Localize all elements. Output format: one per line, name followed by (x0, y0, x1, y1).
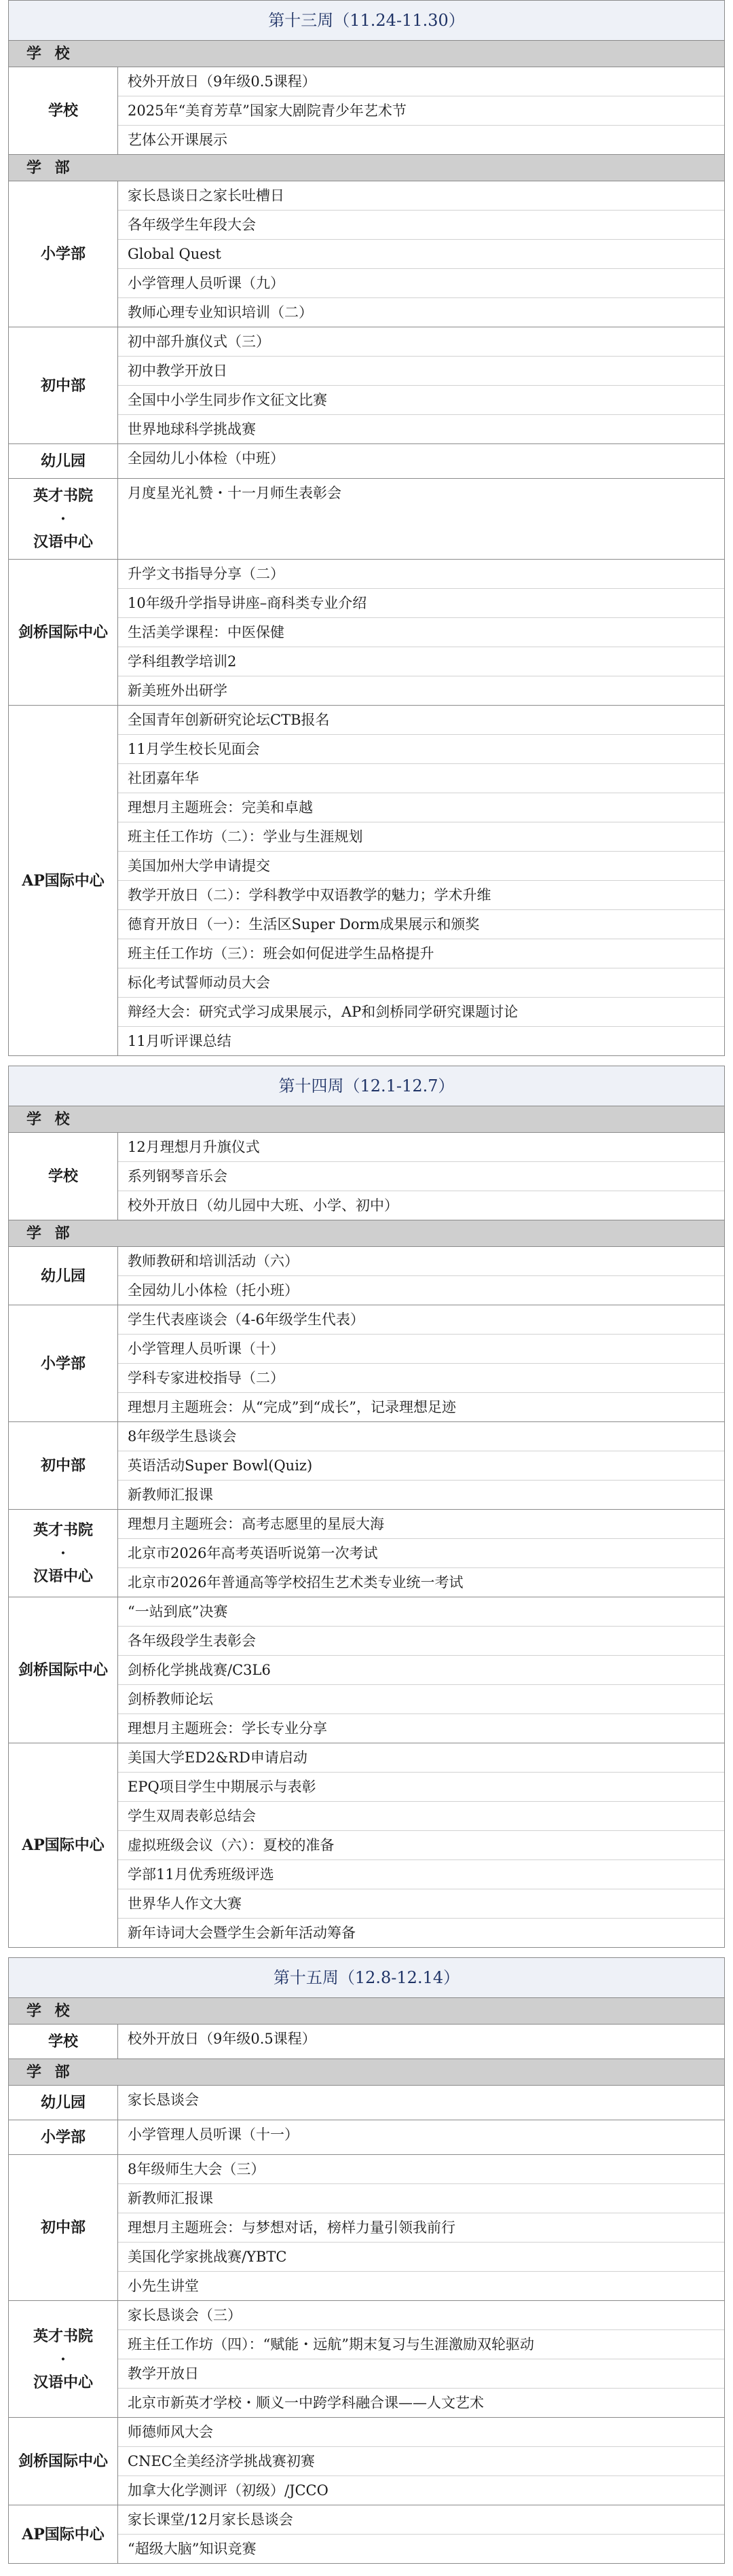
event-item: 教学开放日（二）：学科教学中双语教学的魅力；学术升维 (118, 881, 724, 910)
category-row (9, 479, 724, 560)
week-title: 第十三周（11.24-11.30） (9, 1, 724, 41)
category-row (9, 1305, 724, 1422)
event-item: 理想月主题班会：与梦想对话，榜样力量引领我前行 (118, 2213, 724, 2243)
event-item: 理想月主题班会：从“完成”到“成长”，记录理想足迹 (128, 1399, 456, 1415)
event-item: 各年级学生年段大会 (118, 211, 724, 240)
event-list (118, 2505, 724, 2563)
category-label-line: 初中部 (40, 1457, 86, 1474)
event-item: 家长恳谈会（三） (118, 2301, 724, 2330)
category-label (9, 2505, 118, 2563)
event-item: 2025年“美育芳草”国家大剧院青少年艺术节 (118, 96, 724, 126)
event-item: 北京市2026年普通高等学校招生艺术类专业统一考试 (128, 1574, 464, 1591)
category-label (9, 560, 118, 705)
category-label-line: 剑桥国际中心 (18, 623, 108, 641)
event-item: 新教师汇报课 (118, 2184, 724, 2213)
event-item: 加拿大化学测评（初级）/JCCO (128, 2482, 328, 2499)
week-title: 第十五周（12.8-12.14） (9, 1958, 724, 1998)
category-label-line: 学校 (48, 102, 78, 120)
week-title: 第十四周（12.1-12.7） (9, 1066, 724, 1106)
event-item: 北京市新英才学校・顺义一中跨学科融合课——人文艺术 (128, 2395, 484, 2411)
category-label-line: 小学部 (40, 2128, 86, 2146)
category-label (9, 1133, 118, 1220)
week-table (8, 1066, 725, 1948)
event-item: 社团嘉年华 (118, 764, 724, 793)
section-heading: 学 部 (9, 2059, 724, 2086)
event-item: 家长恳谈会 (128, 2092, 199, 2108)
event-list (118, 2086, 724, 2120)
event-item: 虚拟班级会议（六）：夏校的准备 (118, 1831, 724, 1860)
category-label (9, 479, 118, 559)
category-label (9, 706, 118, 1055)
event-item: 11月听评课总结 (128, 1033, 231, 1049)
category-label-line: 幼儿园 (40, 452, 86, 470)
category-label (9, 2025, 118, 2058)
event-item: “超级大脑”知识竞赛 (128, 2541, 257, 2557)
category-row (9, 444, 724, 479)
category-row (9, 1133, 724, 1220)
event-item: 剑桥化学挑战赛/C3L6 (118, 1656, 724, 1685)
event-item: 10年级升学指导讲座–商科类专业介绍 (118, 589, 724, 618)
category-label (9, 444, 118, 478)
event-item: 校外开放日（幼儿园中大班、小学、初中） (128, 1197, 398, 1214)
category-row (9, 2505, 724, 2563)
event-item: 标化考试誓师动员大会 (118, 968, 724, 998)
event-item: 全国中小学生同步作文征文比赛 (118, 386, 724, 415)
event-item: 世界华人作文大赛 (118, 1889, 724, 1919)
category-label (9, 67, 118, 154)
event-item: 新教师汇报课 (128, 1487, 213, 1503)
event-item: 美国大学ED2&RD申请启动 (118, 1743, 724, 1773)
category-label-line: AP国际中心 (22, 2525, 105, 2543)
event-list (118, 181, 724, 327)
section-heading: 学 部 (9, 155, 724, 181)
category-row (9, 2025, 724, 2059)
event-item: 北京市2026年高考英语听说第一次考试 (118, 1539, 724, 1568)
category-row (9, 2301, 724, 2418)
category-label (9, 1305, 118, 1421)
event-item: Global Quest (118, 240, 724, 269)
section-heading: 学 校 (9, 1998, 724, 2025)
category-label (9, 1422, 118, 1509)
event-item: 生活美学课程：中医保健 (118, 618, 724, 647)
category-row (9, 706, 724, 1055)
event-item: 艺体公开课展示 (128, 132, 227, 148)
event-list (118, 706, 724, 1055)
event-item: 师德师风大会 (118, 2418, 724, 2447)
event-item: 学科专家进校指导（二） (118, 1364, 724, 1393)
category-label-line: 剑桥国际中心 (18, 2452, 108, 2470)
event-item: EPQ项目学生中期展示与表彰 (118, 1773, 724, 1802)
event-item: 班主任工作坊（四）：“赋能・远航”期末复习与生涯激励双轮驱动 (118, 2330, 724, 2359)
event-list (118, 479, 724, 559)
category-label-line: 汉语中心 (33, 533, 93, 551)
event-item: 美国化学家挑战赛/YBTC (118, 2243, 724, 2272)
event-item: 理想月主题班会：高考志愿里的星辰大海 (118, 1510, 724, 1539)
category-label-line: 初中部 (40, 2219, 86, 2236)
category-row (9, 2120, 724, 2155)
category-label-line: · (60, 510, 66, 528)
category-label (9, 1247, 118, 1305)
event-item: 全国青年创新研究论坛CTB报名 (118, 706, 724, 735)
event-item: 理想月主题班会：完美和卓越 (118, 793, 724, 822)
event-list (118, 2418, 724, 2505)
event-item: 11月学生校长见面会 (118, 735, 724, 764)
event-item: 理想月主题班会：学长专业分享 (128, 1720, 327, 1737)
event-item: 辩经大会：研究式学习成果展示，AP和剑桥同学研究课题讨论 (118, 998, 724, 1027)
event-item: 家长恳谈日之家长吐槽日 (118, 181, 724, 211)
category-row (9, 2155, 724, 2301)
event-list (118, 2120, 724, 2154)
section-heading: 学 校 (9, 41, 724, 67)
category-row (9, 2418, 724, 2505)
event-item: 学部11月优秀班级评选 (118, 1860, 724, 1889)
category-row (9, 327, 724, 444)
category-label (9, 327, 118, 443)
event-item: “一站到底”决赛 (118, 1597, 724, 1627)
category-label (9, 2155, 118, 2300)
event-item: 月度星光礼赞・十一月师生表彰会 (128, 485, 341, 501)
event-item: 初中部升旗仪式（三） (118, 327, 724, 357)
event-list (118, 560, 724, 705)
event-item: 升学文书指导分享（二） (118, 560, 724, 589)
event-item: 全园幼儿小体检（中班） (128, 450, 284, 467)
category-row (9, 1743, 724, 1947)
event-item: 初中教学开放日 (118, 357, 724, 386)
event-list (118, 1743, 724, 1947)
event-list (118, 1510, 724, 1597)
event-item: 12月理想月升旗仪式 (118, 1133, 724, 1162)
category-label-line: 汉语中心 (33, 2373, 93, 2391)
event-item: 班主任工作坊（三）：班会如何促进学生品格提升 (118, 939, 724, 968)
category-label-line: AP国际中心 (22, 871, 105, 890)
category-label-line: 汉语中心 (33, 1567, 93, 1585)
section-heading: 学 部 (9, 1220, 724, 1247)
category-label-line: AP国际中心 (22, 1836, 105, 1854)
event-item: 8年级师生大会（三） (118, 2155, 724, 2184)
category-row (9, 181, 724, 327)
event-item: 8年级学生恳谈会 (118, 1422, 724, 1451)
category-row (9, 67, 724, 155)
category-label-line: 小学部 (40, 245, 86, 263)
week-table (8, 0, 725, 1056)
event-list (118, 1305, 724, 1421)
event-item: 德育开放日（一）：生活区Super Dorm成果展示和颁奖 (118, 910, 724, 939)
event-item: 英语活动Super Bowl(Quiz) (118, 1451, 724, 1481)
event-item: 教学开放日 (118, 2359, 724, 2389)
category-label-line: · (60, 2350, 66, 2368)
event-item: 系列钢琴音乐会 (118, 1162, 724, 1191)
category-row (9, 1597, 724, 1743)
event-item: 学生双周表彰总结会 (118, 1802, 724, 1831)
category-row (9, 1510, 724, 1597)
category-label-line: · (60, 1544, 66, 1562)
event-list (118, 1422, 724, 1509)
category-label (9, 1743, 118, 1947)
event-item: CNEC全美经济学挑战赛初赛 (118, 2447, 724, 2476)
category-label (9, 181, 118, 327)
event-list (118, 67, 724, 154)
event-item: 校外开放日（9年级0.5课程） (118, 67, 724, 96)
event-list (118, 1133, 724, 1220)
category-label-line: 小学部 (40, 1354, 86, 1373)
event-item: 班主任工作坊（二）：学业与生涯规划 (118, 822, 724, 852)
event-list (118, 1247, 724, 1305)
category-label-line: 英才书院 (33, 2327, 93, 2345)
event-item: 小学管理人员听课（十） (118, 1335, 724, 1364)
event-list (118, 444, 724, 478)
category-row (9, 1247, 724, 1305)
event-list (118, 2301, 724, 2417)
event-list (118, 2025, 724, 2058)
category-label (9, 2120, 118, 2154)
event-item: 剑桥教师论坛 (118, 1685, 724, 1714)
event-item: 世界地球科学挑战赛 (128, 421, 256, 437)
event-item: 小学管理人员听课（十一） (128, 2126, 299, 2143)
event-item: 学科组教学培训2 (118, 647, 724, 676)
event-item: 小先生讲堂 (128, 2278, 199, 2294)
category-label-line: 幼儿园 (40, 2094, 86, 2111)
event-list (118, 2155, 724, 2300)
category-label (9, 2301, 118, 2417)
event-item: 美国加州大学申请提交 (118, 852, 724, 881)
category-label (9, 1597, 118, 1743)
event-item: 家长课堂/12月家长恳谈会 (118, 2505, 724, 2535)
category-label-line: 学校 (48, 2033, 78, 2050)
event-item: 各年级段学生表彰会 (118, 1627, 724, 1656)
category-label-line: 英才书院 (33, 1521, 93, 1539)
category-row (9, 560, 724, 706)
event-item: 新美班外出研学 (128, 683, 227, 699)
event-list (118, 327, 724, 443)
event-item: 教师教研和培训活动（六） (118, 1247, 724, 1276)
event-item: 教师心理专业知识培训（二） (128, 304, 313, 321)
event-item: 新年诗词大会暨学生会新年活动筹备 (128, 1925, 356, 1941)
category-label-line: 英才书院 (33, 487, 93, 505)
category-label (9, 2418, 118, 2505)
event-list (118, 1597, 724, 1743)
category-label (9, 1510, 118, 1597)
event-item: 学生代表座谈会（4-6年级学生代表） (118, 1305, 724, 1335)
week-table (8, 1957, 725, 2564)
category-label-line: 初中部 (40, 376, 86, 395)
category-label-line: 幼儿园 (40, 1267, 86, 1285)
category-row (9, 2086, 724, 2120)
event-item: 小学管理人员听课（九） (118, 269, 724, 298)
category-label-line: 剑桥国际中心 (18, 1661, 108, 1679)
category-label-line: 学校 (48, 1167, 78, 1185)
event-item: 校外开放日（9年级0.5课程） (128, 2031, 316, 2047)
event-item: 全园幼儿小体检（托小班） (128, 1282, 299, 1299)
section-heading: 学 校 (9, 1106, 724, 1133)
category-label (9, 2086, 118, 2120)
category-row (9, 1422, 724, 1510)
